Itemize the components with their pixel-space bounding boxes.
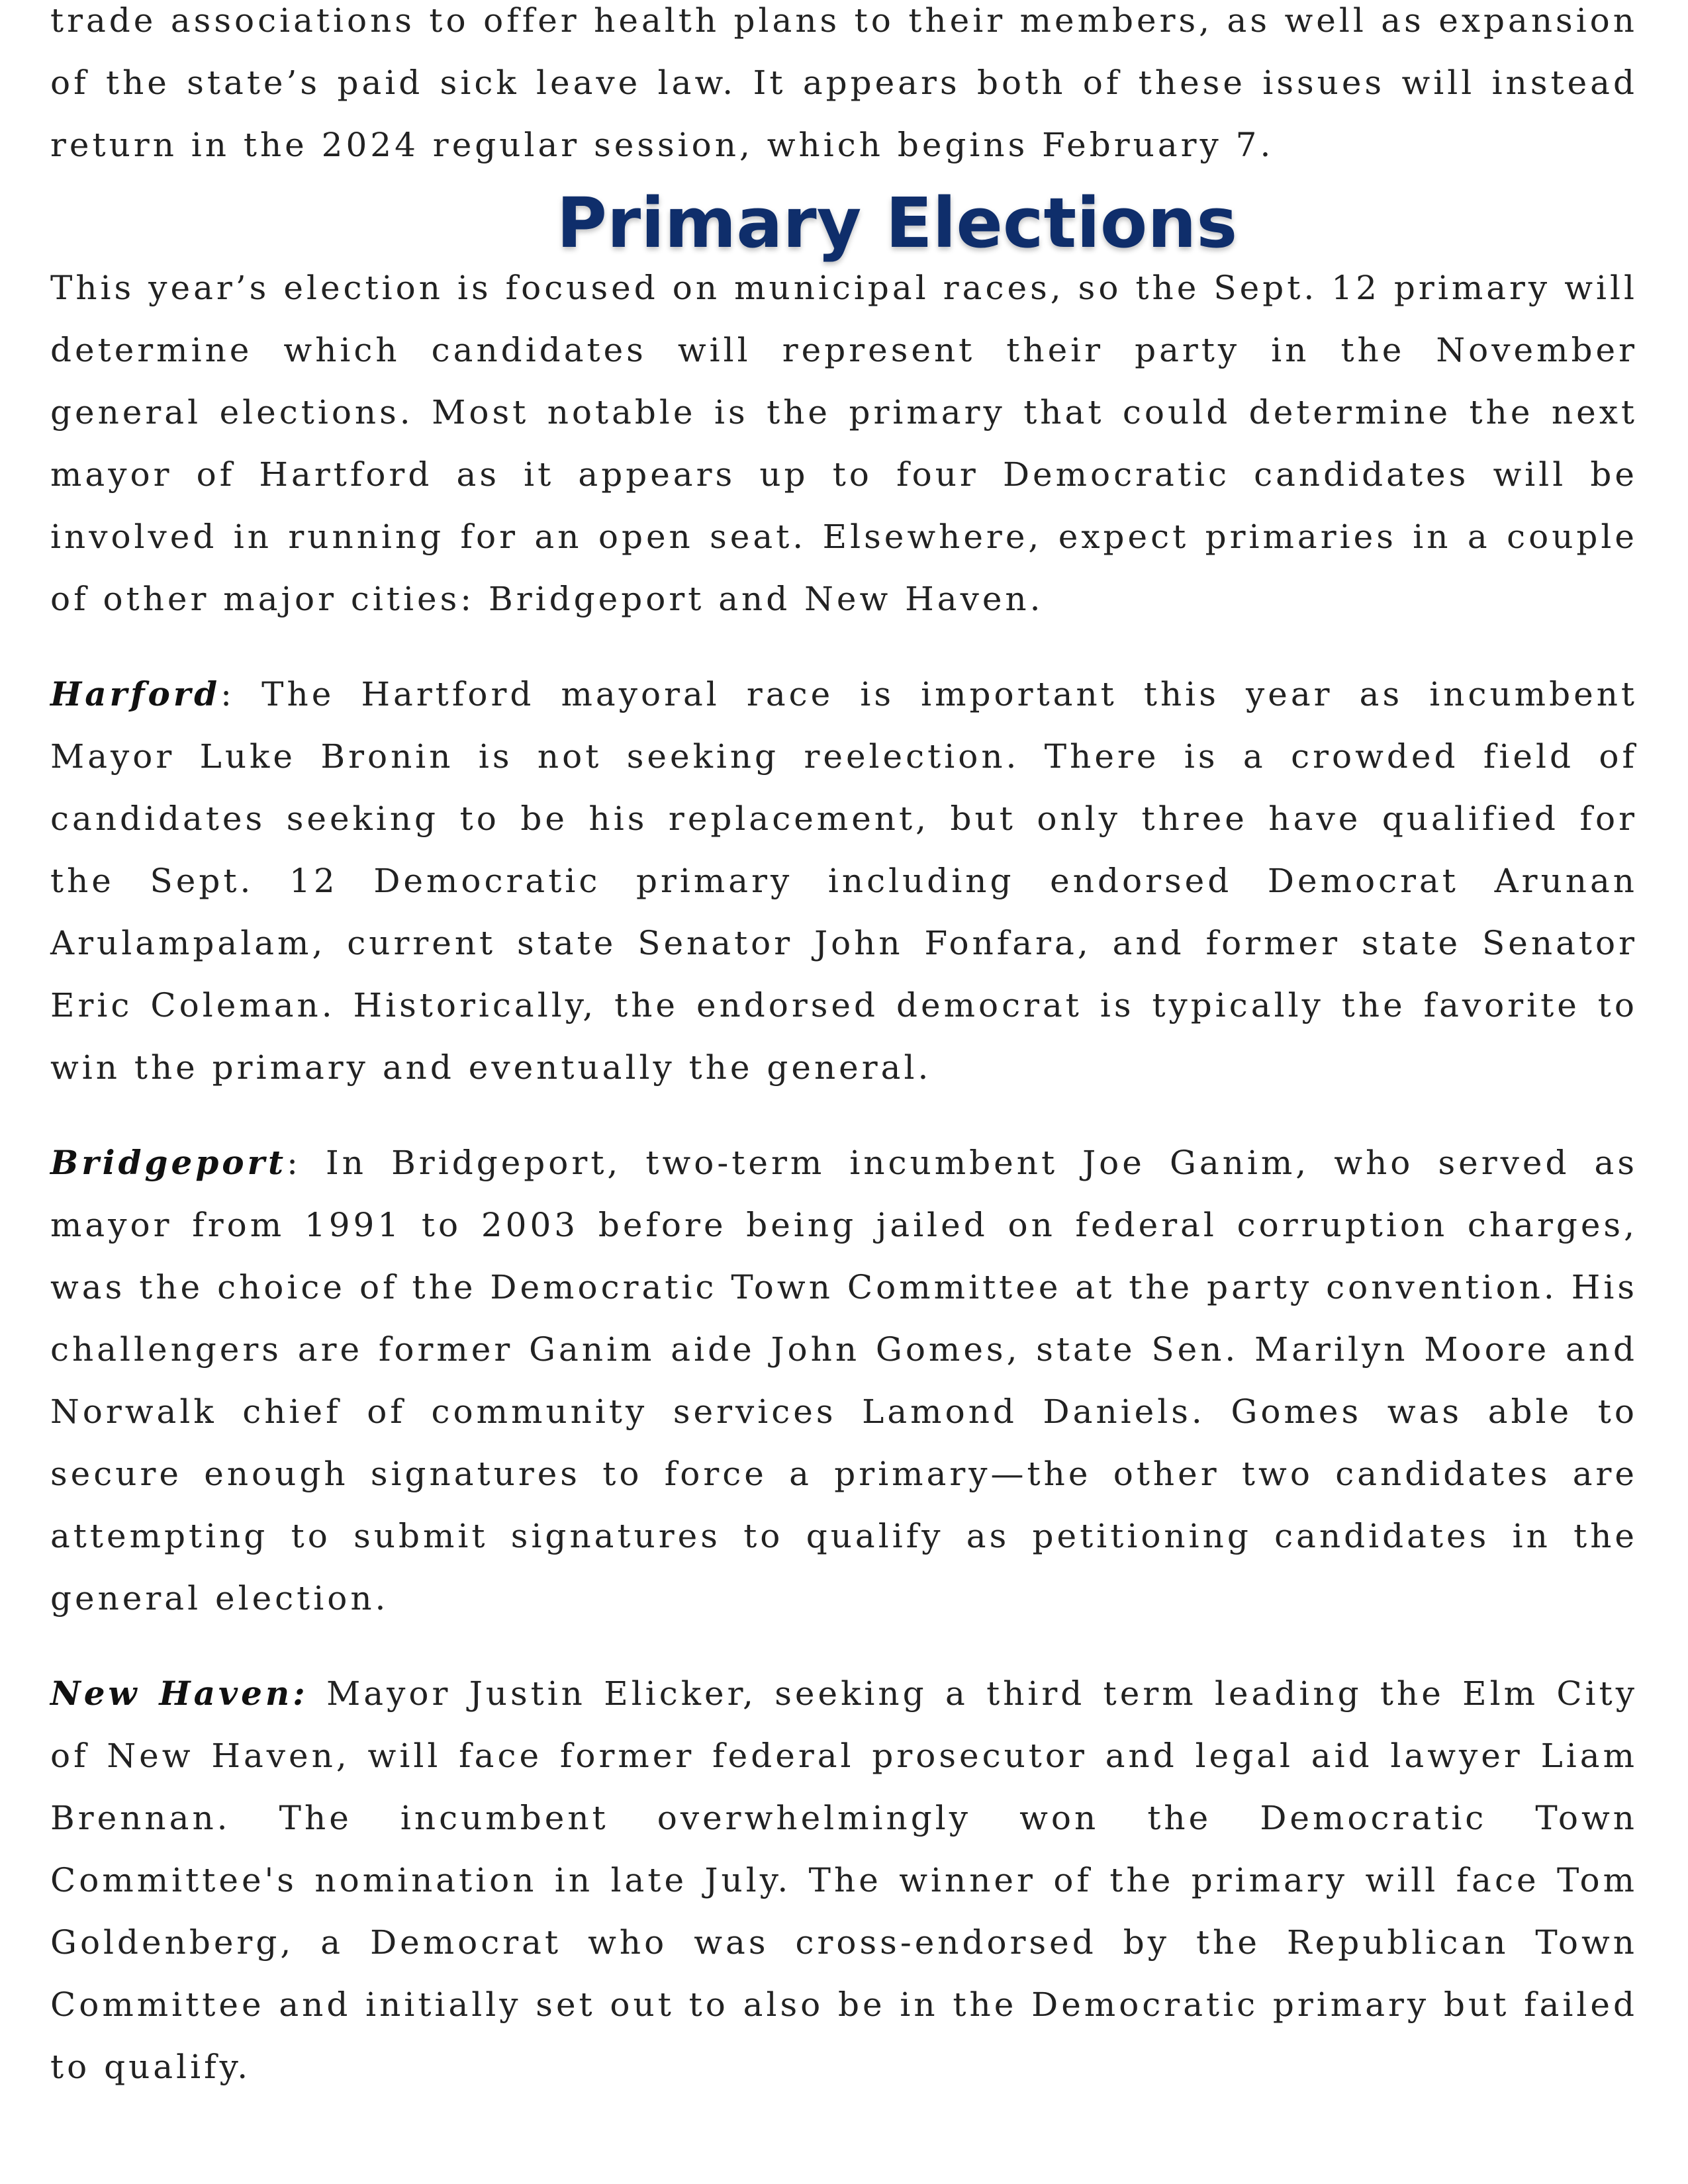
new-haven-paragraph (50, 1662, 1638, 2098)
intro-paragraph: trade associations to offer health plans to their members, as well as expansion of the state’s paid sick leave law. It appears both of these issues will instead return in the 2024 regular session, which begins February 7. (50, 1, 1638, 164)
bridgeport-body: In Bridgeport, two-term incumbent Joe Ganim, who served as mayor from 1991 to 2003 before being jailed on federal corruption charges, was the choice of the Democratic Town Committee at the party convention. His challengers are former Ganim aide John Gomes, state Sen. Marilyn Moore and Norwalk chief of community services Lamond Daniels. Gomes was able to secure enough signatures to force a primary—the other two candidates are attempting to submit signatures to qualify as petitioning candidates in the general election. (50, 1144, 1638, 1617)
hartford-separator: : (220, 675, 262, 713)
section-heading: Primary Elections (556, 183, 1238, 263)
hartford-paragraph (50, 663, 1638, 1099)
hartford-body: The Hartford mayoral race is important this year as incumbent Mayor Luke Bronin is not seeking reelection. There is a crowded field of candidates seeking to be his replacement, but only three have qualified for the Sept. 12 Democratic primary including endorsed Democrat Arunan Arulampalam, current state Senator John Fonfara, and former state Senator Eric Coleman. Historically, the endorsed democrat is typically the favorite to win the primary and eventually the general. (50, 675, 1638, 1087)
new-haven-separator (308, 1674, 326, 1713)
bridgeport-paragraph (50, 1132, 1638, 1629)
overview-paragraph: This year’s election is focused on municipal races, so the Sept. 12 primary will determine which candidates will represent their party in the November general elections. Most notable is the primary that could determine the next mayor of Hartford as it appears up to four Democratic candidates will be involved in running for an open seat. Elsewhere, expect primaries in a couple of other major cities: Bridgeport and New Haven. (50, 269, 1638, 618)
hartford-city-label: Harford (50, 674, 221, 713)
new-haven-body: Mayor Justin Elicker, seeking a third term leading the Elm City of New Haven, will face former federal prosecutor and legal aid lawyer Liam Brennan. The incumbent overwhelmingly won the Democratic Town Committee's nomination in late July. The winner of the primary will face Tom Goldenberg, a Democrat who was cross-endorsed by the Republican Town Committee and initially set out to also be in the Democratic primary but failed to qualify. (50, 1674, 1638, 2086)
bridgeport-separator: : (287, 1144, 326, 1182)
document-page (50, 0, 1638, 2098)
bridgeport-city-label: Bridgeport (50, 1143, 287, 1182)
new-haven-city-label: New Haven: (50, 1674, 308, 1713)
